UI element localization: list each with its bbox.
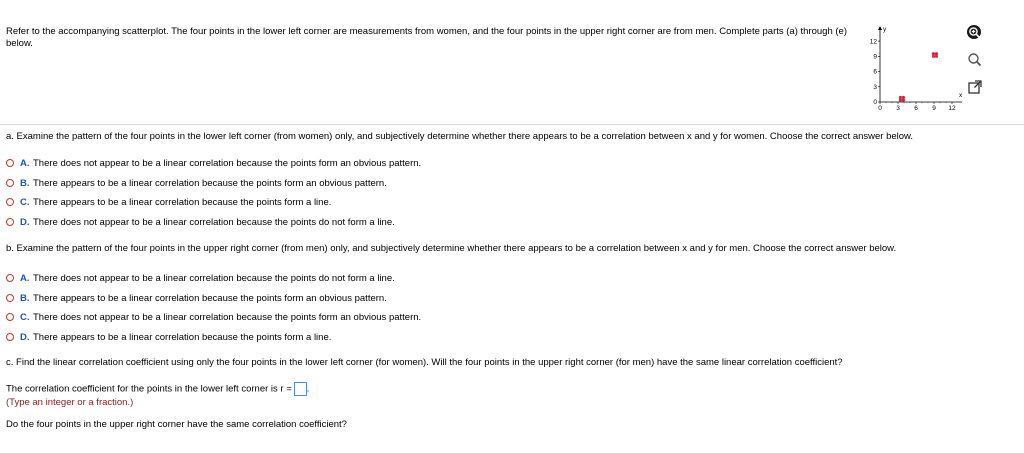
part-a-option-a[interactable]: A. There does not appear to be a linear correlation because the points form an obvious pattern. xyxy=(6,157,421,169)
part-c-followup: Do the four points in the upper right corner have the same correlation coefficient? xyxy=(6,419,347,430)
part-c-question: c. Find the linear correlation coefficient using only the four points in the lower left corner (for women). Will the four points in the upper right corner (for men) have the same linear correlation coefficient? xyxy=(6,357,843,368)
part-a-question: a. Examine the pattern of the four points in the lower left corner (from women) only, and subjectively determine whether there appears to be a correlation between x and y for women. Choose the correct answer below. xyxy=(6,131,914,142)
part-a-option-b[interactable]: B. There appears to be a linear correlation because the points form an obvious pattern. xyxy=(6,177,387,189)
zoom-out-icon[interactable] xyxy=(966,51,984,69)
plot-tools xyxy=(966,24,986,105)
part-b-option-a[interactable]: A. There does not appear to be a linear correlation because the points do not form a line. xyxy=(6,272,395,284)
part-b-question: b. Examine the pattern of the four points in the upper right corner (from men) only, and subjectively determine whether there appears to be a correlation between x and y for men. Choose the correct answer below. xyxy=(6,243,897,254)
data-point-women xyxy=(902,96,905,99)
x-tick-label: 0 xyxy=(878,105,882,112)
part-a-option-d[interactable]: D. There does not appear to be a linear correlation because the points do not form a line. xyxy=(6,216,395,228)
input-hint: (Type an integer or a fraction.) xyxy=(6,397,134,408)
popout-icon[interactable] xyxy=(966,78,984,96)
x-tick-label: 12 xyxy=(948,105,956,112)
radio-button[interactable] xyxy=(6,218,14,226)
correlation-prompt: The correlation coefficient for the points in the lower left corner is r = . xyxy=(6,383,310,395)
x-tick-label: 6 xyxy=(914,105,918,112)
radio-button[interactable] xyxy=(6,179,14,187)
radio-button[interactable] xyxy=(6,333,14,341)
part-b-option-d[interactable]: D. There appears to be a linear correlation because the points form a line. xyxy=(6,331,331,343)
x-tick-label: 9 xyxy=(932,105,936,112)
y-tick-label: 3 xyxy=(873,83,877,91)
section-divider xyxy=(0,124,1024,125)
radio-button[interactable] xyxy=(6,159,14,167)
data-point-men xyxy=(932,52,935,55)
scatterplot xyxy=(862,22,972,122)
y-axis-label: y xyxy=(883,26,887,33)
x-tick-label: 3 xyxy=(896,105,900,112)
y-axis-arrow xyxy=(878,26,882,30)
y-tick-label: 9 xyxy=(873,53,877,61)
y-tick-label: 0 xyxy=(873,99,877,107)
radio-button[interactable] xyxy=(6,198,14,206)
zoom-in-icon[interactable] xyxy=(966,24,984,42)
part-b-option-b[interactable]: B. There appears to be a linear correlation because the points form an obvious pattern. xyxy=(6,292,387,304)
radio-button[interactable] xyxy=(6,313,14,321)
x-axis-label: x xyxy=(959,92,963,99)
data-point-men xyxy=(935,52,938,55)
part-b-option-c[interactable]: C. There does not appear to be a linear correlation because the points form an obvious pattern. xyxy=(6,311,421,323)
part-a-option-c[interactable]: C. There appears to be a linear correlation because the points form a line. xyxy=(6,196,331,208)
radio-button[interactable] xyxy=(6,274,14,282)
y-tick-label: 12 xyxy=(869,38,877,46)
radio-button[interactable] xyxy=(6,294,14,302)
data-point-women xyxy=(899,96,902,99)
answer-input[interactable] xyxy=(294,382,307,396)
intro-text: Refer to the accompanying scatterplot. The four points in the lower left corner are measurements from women, and the four points in the upper right corner are from men. Complete parts (a) through (e) below. xyxy=(6,26,847,49)
y-tick-label: 6 xyxy=(873,68,877,76)
